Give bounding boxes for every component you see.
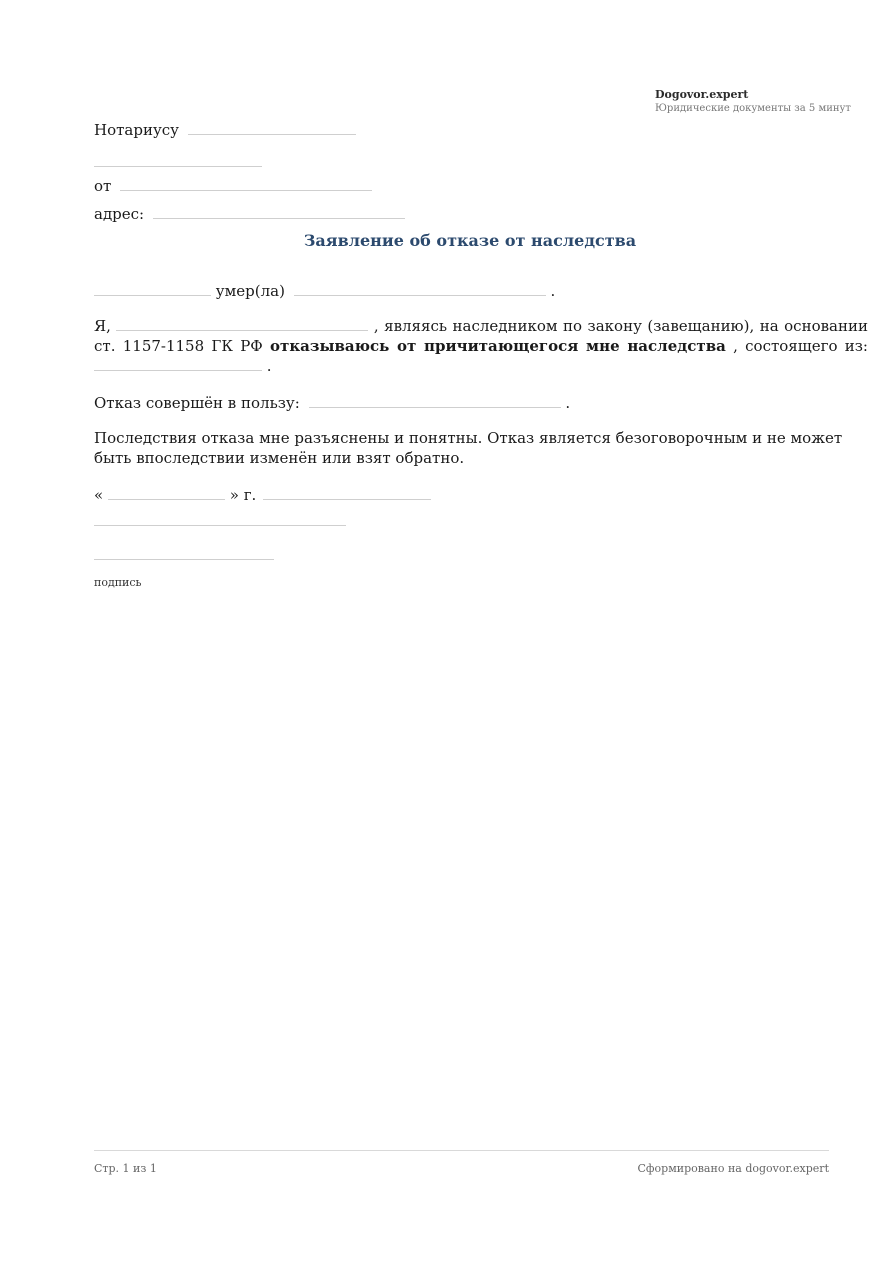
deceased-row (94, 281, 555, 301)
document-title: Заявление об отказе от наследства (303, 231, 637, 250)
date-close-quote: » г. (229, 486, 257, 504)
address-blank (153, 205, 405, 219)
notary-name-blank-2 (94, 153, 262, 167)
footer-divider (94, 1150, 829, 1151)
statement-bold: отказываюсь от причитающегося мне наследства (270, 337, 726, 355)
statement-prefix: Я, (94, 317, 111, 335)
brand-block (655, 88, 851, 116)
period: . (266, 357, 272, 375)
consequences-paragraph: Последствия отказа мне разъяснены и понятны. Отказ является безоговорочным и не может быть впоследствии изменён или взят обратно. (94, 429, 843, 467)
from-row (94, 176, 372, 196)
signature-blank (94, 546, 274, 560)
in-favor-row (94, 393, 570, 413)
estate-row (94, 356, 272, 376)
footer-page-info: Стр. 1 из 1 (94, 1162, 157, 1175)
statement-suffix: , состоящего из: (733, 337, 868, 355)
estate-blank (94, 357, 262, 371)
death-date-blank (294, 282, 546, 296)
statement-mid: , являясь наследником по закону (завещанию), на основании ст. 1157-1158 ГК РФ (94, 317, 868, 355)
in-favor-label: Отказ совершён в пользу: (94, 394, 300, 412)
name-signature-blank (94, 512, 346, 526)
date-year-blank (263, 486, 431, 500)
address-label: адрес: (94, 205, 145, 223)
address-row (94, 204, 405, 224)
notary-label: Нотариусу (94, 121, 180, 139)
date-row (94, 485, 431, 505)
in-favor-blank (309, 394, 561, 408)
heir-name-blank (116, 317, 368, 331)
date-day-month-blank (108, 486, 225, 500)
from-name-blank (120, 177, 372, 191)
footer-generated: Сформировано на dogovor.expert (637, 1162, 829, 1175)
died-label: умер(ла) (215, 282, 285, 300)
deceased-name-blank (94, 282, 211, 296)
date-open-quote: « (94, 486, 104, 504)
period: . (550, 282, 556, 300)
period: . (565, 394, 571, 412)
statement-paragraph (94, 316, 868, 356)
notary-name-blank (188, 121, 356, 135)
notary-row (94, 120, 356, 140)
from-label: от (94, 177, 112, 195)
brand-tagline: Юридические документы за 5 минут (655, 103, 851, 114)
brand-name: Dogovor.expert (655, 88, 749, 101)
signature-label: подпись (94, 576, 142, 589)
